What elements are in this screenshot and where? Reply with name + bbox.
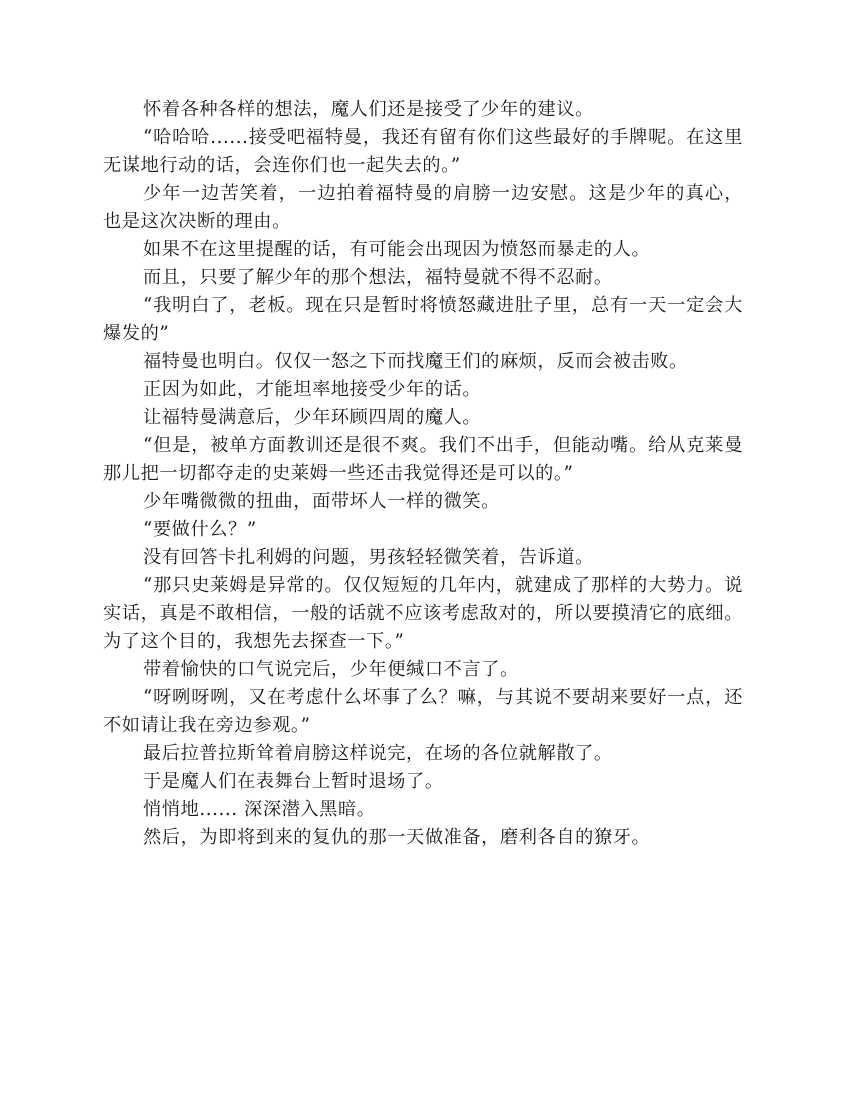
paragraph: “哈哈哈......接受吧福特曼，我还有留有你们这些最好的手牌呢。在这里无谋地行动的话，会连你们也一起失去的。” xyxy=(103,127,743,176)
paragraph: 福特曼也明白。仅仅一怒之下而找魔王们的麻烦，反而会被击败。 xyxy=(143,351,688,372)
paragraph: “要做什么？” xyxy=(143,519,257,540)
paragraph: 怀着各种各样的想法，魔人们还是接受了少年的建议。 xyxy=(143,99,594,120)
paragraph: 最后拉普拉斯耸着肩膀这样说完，在场的各位就解散了。 xyxy=(143,743,613,764)
paragraph: 让福特曼满意后，少年环顾四周的魔人。 xyxy=(143,407,482,428)
paragraph: 而且，只要了解少年的那个想法，福特曼就不得不忍耐。 xyxy=(143,267,613,288)
paragraph: “呀咧呀咧，又在考虑什么坏事了么？嘛，与其说不要胡来要好一点，还不如请让我在旁边参观。” xyxy=(103,687,743,736)
paragraph: 正因为如此，才能坦率地接受少年的话。 xyxy=(143,379,482,400)
paragraph: 如果不在这里提醒的话，有可能会出现因为愤怒而暴走的人。 xyxy=(143,239,651,260)
paragraph: 于是魔人们在表舞台上暂时退场了。 xyxy=(143,771,444,792)
paragraph: “那只史莱姆是异常的。仅仅短短的几年内，就建成了那样的大势力。说实话，真是不敢相信，一般的话就不应该考虑敌对的，所以要摸清它的底细。为了这个目的，我想先去探查一下。” xyxy=(103,575,743,652)
paragraph: 少年嘴微微的扭曲，面带坏人一样的微笑。 xyxy=(143,491,500,512)
paragraph: “我明白了，老板。现在只是暂时将愤怒藏进肚子里，总有一天一定会大爆发的” xyxy=(103,295,743,344)
body-text xyxy=(103,96,743,852)
paragraph: 少年一边苦笑着，一边拍着福特曼的肩膀一边安慰。这是少年的真心，也是这次决断的理由。 xyxy=(103,183,743,232)
paragraph: 带着愉快的口气说完后，少年便缄口不言了。 xyxy=(143,659,519,680)
paragraph: 悄悄地...... 深深潜入黑暗。 xyxy=(143,799,376,820)
paragraph: 然后，为即将到来的复仇的那一天做准备，磨利各自的獠牙。 xyxy=(143,827,651,848)
paragraph: “但是，被单方面教训还是很不爽。我们不出手，但能动嘴。给从克莱曼那儿把一切都夺走的史莱姆一些还击我觉得还是可以的。” xyxy=(103,435,743,484)
paragraph: 没有回答卡扎利姆的问题，男孩轻轻微笑着，告诉道。 xyxy=(143,547,594,568)
